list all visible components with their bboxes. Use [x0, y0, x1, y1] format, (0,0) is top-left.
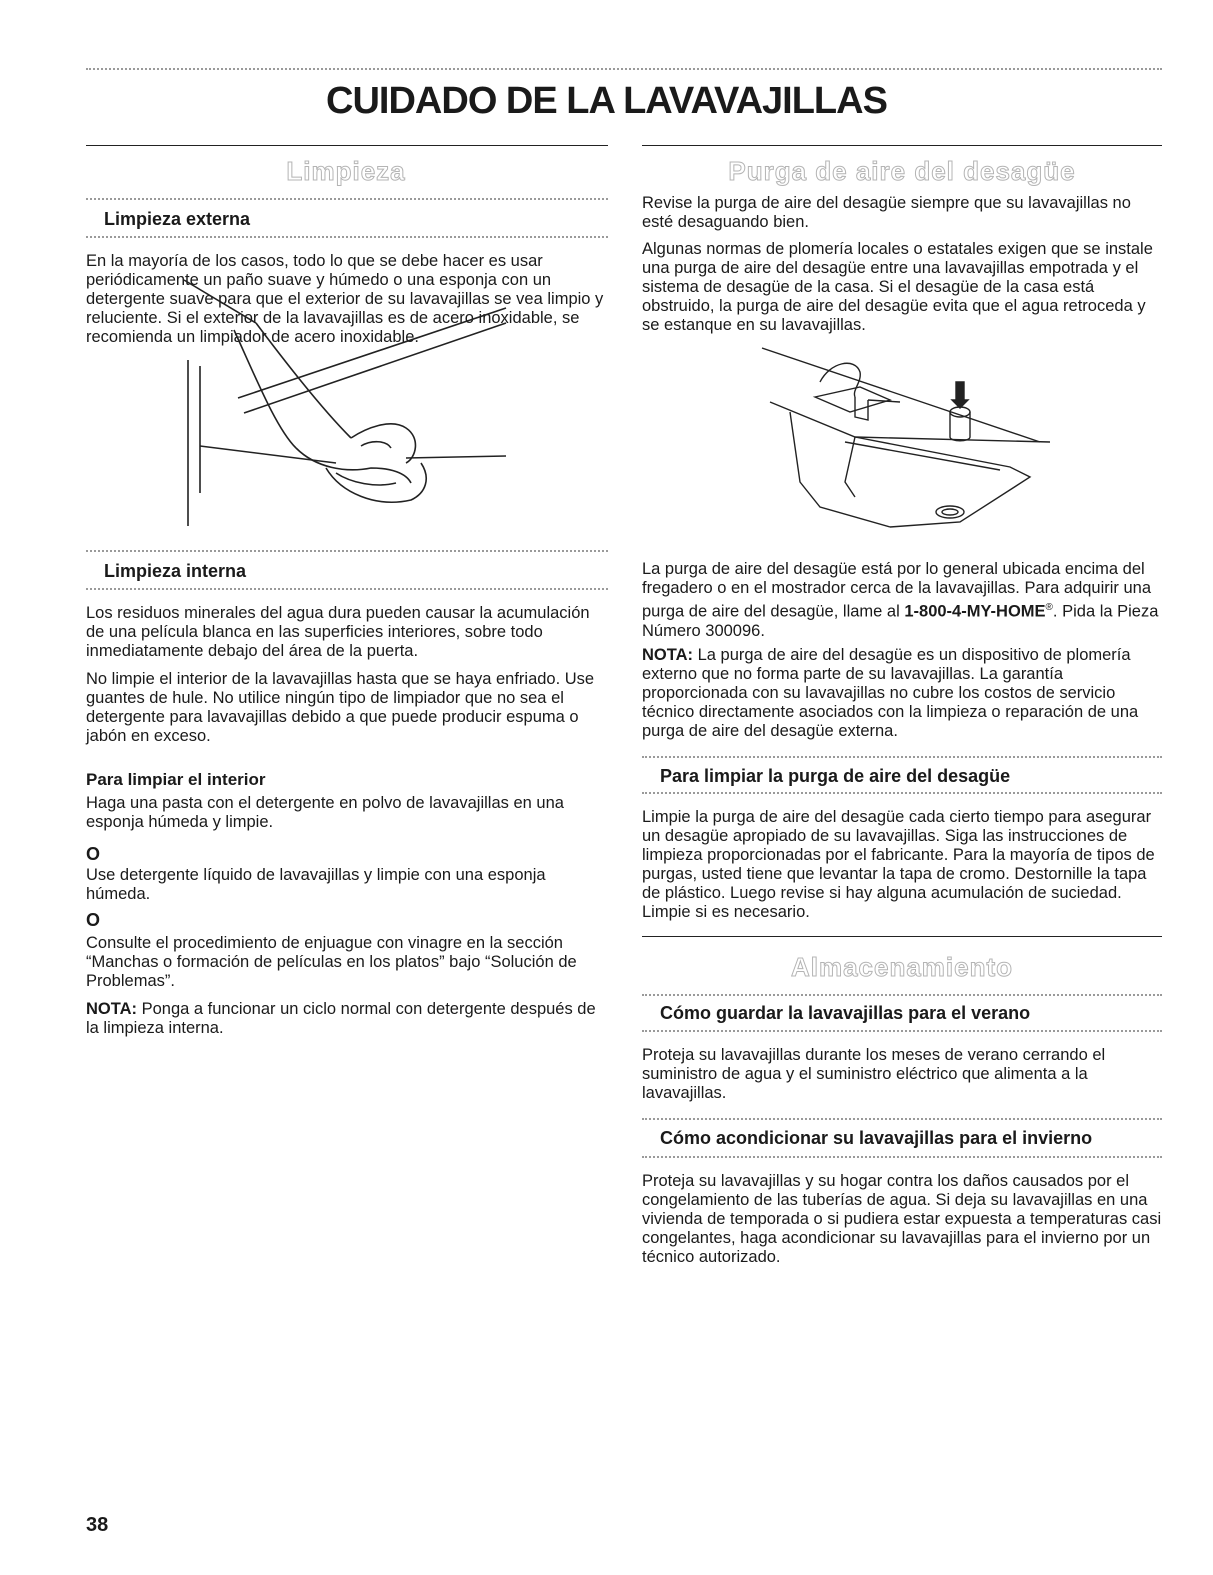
divider: [86, 236, 608, 238]
registered-mark: ®: [1045, 602, 1053, 613]
limpieza-interna-text-1: Los residuos minerales del agua dura pueden causar la acumulación de una película blanca en las superficies interiores, sobre todo inmediatamente debajo del área de la puerta.: [86, 604, 590, 660]
top-divider: [86, 68, 1162, 70]
divider: [642, 792, 1162, 794]
limpiar-purga-text: Limpie la purga de aire del desagüe cada cierto tiempo para asegurar un desagüe apropiado de su lavavajillas. Siga las instrucciones de limpieza proporcionadas por el fabricante. Para la mayoría de tipos de purgas, usted tiene que levantar la tapa de cromo. Destornille la tapa de plástico. Luego revise si hay alguna acumulación de suciedad. Limpie si es necesario.: [642, 808, 1155, 921]
limpiar-interior-option-2: Use detergente líquido de lavavajillas y limpie con una esponja húmeda.: [86, 866, 546, 903]
limpiar-purga-heading: Para limpiar la purga de aire del desagüe: [660, 766, 1011, 786]
verano-text: Proteja su lavavajillas durante los meses de verano cerrando el suministro de agua y el suministro eléctrico que alimenta a la lavavajillas.: [642, 1046, 1106, 1102]
page-title: CUIDADO DE LA LAVAVAJILLAS: [326, 80, 887, 122]
air-gap-sink-illustration: [760, 342, 1050, 542]
purga-intro-1: Revise la purga de aire del desagüe siempre que su lavavajillas no esté desaguando bien.: [642, 194, 1131, 231]
note-label: NOTA:: [86, 1000, 138, 1018]
invierno-text: Proteja su lavavajillas y su hogar contra los daños causados por el congelamiento de las tuberías de agua. Si deja su lavavajillas en una vivienda de temporada o si pudiera estar expuesta a temperaturas casi congelantes, haga acondicionar su lavavajillas para el invierno por un técnico autorizado.: [642, 1172, 1162, 1266]
divider: [642, 1156, 1162, 1158]
divider: [86, 588, 608, 590]
note-label: NOTA:: [642, 646, 694, 664]
verano-heading: Cómo guardar la lavavajillas para el verano: [660, 1003, 1031, 1023]
divider: [642, 1118, 1162, 1120]
limpiar-interior-heading: Para limpiar el interior: [86, 770, 266, 789]
limpiar-interior-note: [86, 1000, 606, 1038]
divider: [86, 198, 608, 200]
purga-note: [642, 646, 1162, 741]
limpieza-externa-heading: Limpieza externa: [104, 209, 251, 229]
divider: [642, 994, 1162, 996]
part-number-text: . Pida la Pieza Número 300096.: [642, 602, 1159, 640]
limpieza-interna-text-2: No limpie el interior de la lavavajillas hasta que se haya enfriado. Use guantes de hule. No utilice ningún tipo de limpiador que no sea el detergente para lavavajillas debido a que puede producir espuma o jabón en exceso.: [86, 670, 595, 745]
page-number: 38: [86, 1514, 109, 1536]
limpieza-interna-heading: Limpieza interna: [104, 561, 247, 581]
purga-section-title: Purga de aire del desagüe: [728, 156, 1076, 186]
divider: [642, 1030, 1162, 1032]
wiping-exterior-illustration: [176, 268, 516, 530]
phone-number: 1-800-4-MY-HOME: [904, 602, 1046, 621]
limpieza-section-title: Limpieza: [286, 156, 406, 186]
invierno-heading: Cómo acondicionar su lavavajillas para el invierno: [660, 1128, 1093, 1148]
or-separator-2: O: [86, 910, 101, 930]
or-separator-1: O: [86, 844, 101, 864]
divider: [642, 756, 1162, 758]
left-column-rule: [86, 145, 608, 146]
note-text: La purga de aire del desagüe es un dispositivo de plomería externo que no forma parte de su lavavajillas. La garantía proporcionada con su lavavajillas no cubre los costos de servicio técnico directamente asociados con la limpieza o reparación de una purga de aire del desagüe externa.: [642, 646, 1139, 740]
limpieza-externa-text: En la mayoría de los casos, todo lo que se debe hacer es usar periódicamente un paño suave y húmedo o una esponja con un detergente suave para que el exterior de su lavavajillas se vea limpio y reluciente. Si el exterior de la lavavajillas es de acero inoxidable, se recomienda un limpiador de acero inoxidable.: [86, 252, 604, 346]
right-column-rule: [642, 145, 1162, 146]
purga-intro-2: Algunas normas de plomería locales o estatales exigen que se instale una purga de aire del desagüe entre una lavavajillas empotrada y el sistema de desagüe de la casa. Si el desagüe de la casa está obstruido, la purga de aire del desagüe evita que el agua retroceda y se estanque en su lavavajillas.: [642, 240, 1153, 334]
location-text: La purga de aire del desagüe está por lo general ubicada encima del fregadero o en el mostrador cerca de la lavavajillas. Para adquirir una purga de aire del desagüe, llame al: [642, 560, 1152, 621]
almacenamiento-section-title: Almacenamiento: [790, 952, 1014, 982]
limpiar-interior-option-1: Haga una pasta con el detergente en polvo de lavavajillas en una esponja húmeda y limpie.: [86, 794, 564, 831]
almacenamiento-rule: [642, 936, 1162, 937]
note-text: Ponga a funcionar un ciclo normal con detergente después de la limpieza interna.: [86, 1000, 596, 1037]
divider: [86, 550, 608, 552]
purga-location-text: [642, 560, 1162, 641]
limpiar-interior-option-3: Consulte el procedimiento de enjuague con vinagre en la sección “Manchas o formación de películas en los platos” bajo “Solución de Problemas”.: [86, 934, 577, 990]
